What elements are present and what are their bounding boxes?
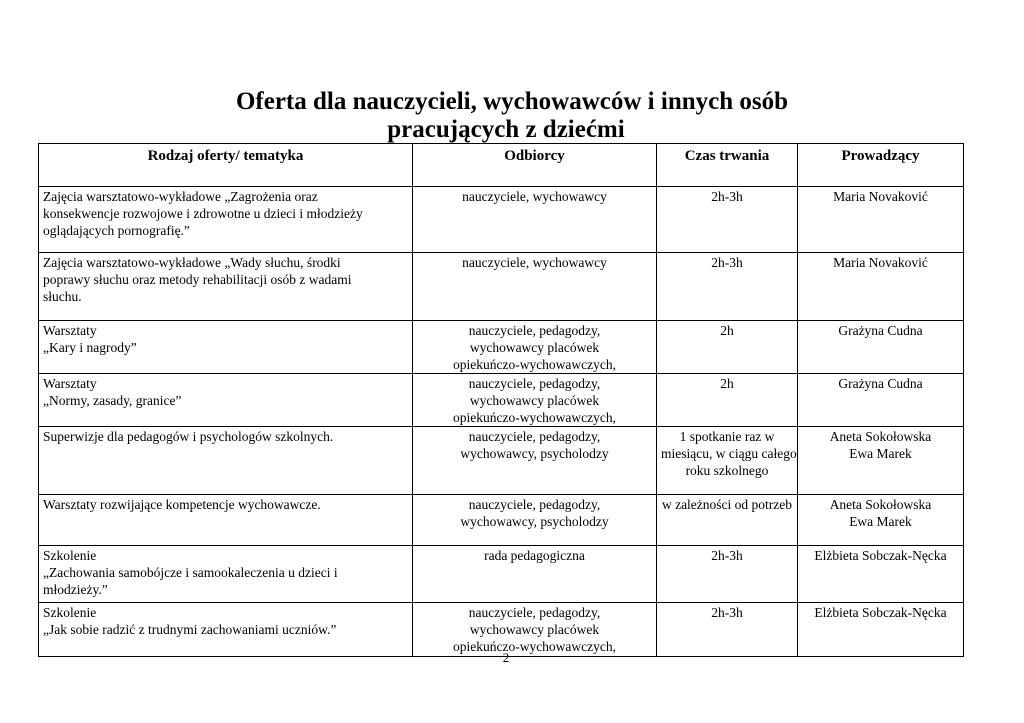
- cell-topic-line: konsekwencje rozwojowe i zdrowotne u dzieci i młodzieży: [43, 206, 363, 221]
- cell-duration-line: 1 spotkanie raz w: [679, 429, 775, 444]
- cell-duration: [657, 253, 798, 321]
- table-row: [39, 427, 964, 495]
- cell-audience-line: wychowawcy placówek: [469, 340, 600, 355]
- header-leader: Prowadzący: [798, 144, 964, 187]
- cell-leader: [798, 427, 964, 495]
- table-row: [39, 187, 964, 253]
- cell-duration-line: w zależności od potrzeb: [661, 497, 793, 512]
- cell-leader: [798, 321, 964, 374]
- cell-duration-line: 2h: [720, 323, 734, 338]
- cell-audience-line: wychowawcy placówek: [469, 393, 600, 408]
- cell-duration-line: 2h-3h: [711, 605, 743, 620]
- cell-topic-line: Warsztaty rozwijające kompetencje wychowawcze.: [43, 497, 321, 512]
- offer-table: [38, 143, 964, 657]
- cell-leader-line: Aneta Sokołowska: [829, 429, 932, 444]
- cell-duration: [657, 546, 798, 603]
- cell-leader: [798, 374, 964, 427]
- cell-duration: [657, 603, 798, 657]
- cell-topic-line: oglądających pornografię.”: [43, 223, 190, 238]
- cell-audience: [413, 187, 657, 253]
- cell-duration-line: 2h: [720, 376, 734, 391]
- cell-leader: [798, 546, 964, 603]
- page-number: 2: [502, 650, 510, 665]
- cell-duration: [657, 427, 798, 495]
- cell-topic-line: młodzieży.”: [43, 582, 108, 597]
- cell-topic: [39, 427, 413, 495]
- table-row: [39, 495, 964, 546]
- cell-audience-line: wychowawcy, psycholodzy: [460, 514, 609, 529]
- cell-leader-line: Maria Novaković: [833, 189, 928, 204]
- cell-duration: [657, 187, 798, 253]
- cell-topic-line: „Zachowania samobójcze i samookaleczenia u dzieci i: [43, 565, 338, 580]
- cell-topic-line: Superwizje dla pedagogów i psychologów szkolnych.: [43, 429, 334, 444]
- cell-audience-line: wychowawcy, psycholodzy: [460, 446, 609, 461]
- cell-topic: [39, 374, 413, 427]
- cell-topic-line: „Normy, zasady, granice”: [43, 393, 182, 408]
- cell-topic-line: Zajęcia warsztatowo-wykładowe „Zagrożenia oraz: [43, 189, 318, 204]
- cell-leader: [798, 603, 964, 657]
- cell-leader: [798, 187, 964, 253]
- cell-leader-line: Ewa Marek: [849, 446, 912, 461]
- cell-audience-line: nauczyciele, wychowawcy: [462, 189, 607, 204]
- header-audience: Odbiorcy: [413, 144, 657, 187]
- cell-duration-line: 2h-3h: [711, 548, 743, 563]
- cell-duration-line: 2h-3h: [711, 255, 743, 270]
- cell-audience: [413, 427, 657, 495]
- cell-topic: [39, 546, 413, 603]
- cell-audience-line: nauczyciele, pedagodzy,: [468, 497, 601, 512]
- cell-topic: [39, 253, 413, 321]
- table-body: [39, 187, 964, 657]
- cell-leader-line: Grażyna Cudna: [838, 376, 923, 391]
- cell-audience-line: opiekuńczo-wychowawczych,: [452, 410, 617, 425]
- table-row: [39, 603, 964, 657]
- cell-audience: [413, 321, 657, 374]
- cell-duration-line: 2h-3h: [711, 189, 743, 204]
- table-row: [39, 321, 964, 374]
- page-title-line-2: pracujących z dziećmi: [387, 116, 625, 143]
- cell-topic-line: „Kary i nagrody”: [43, 340, 137, 355]
- cell-topic: [39, 603, 413, 657]
- cell-duration: [657, 374, 798, 427]
- cell-audience-line: wychowawcy placówek: [469, 622, 600, 637]
- page-title-line-1: Oferta dla nauczycieli, wychowawców i innych osób: [235, 88, 789, 115]
- table-row: [39, 546, 964, 603]
- cell-leader-line: Grażyna Cudna: [838, 323, 923, 338]
- cell-audience-line: rada pedagogiczna: [484, 548, 585, 563]
- cell-leader: [798, 253, 964, 321]
- cell-topic: [39, 187, 413, 253]
- cell-topic-line: poprawy słuchu oraz metody rehabilitacji osób z wadami: [43, 272, 352, 287]
- cell-audience: [413, 495, 657, 546]
- cell-leader-line: Maria Novaković: [833, 255, 928, 270]
- cell-topic: [39, 495, 413, 546]
- cell-audience-line: nauczyciele, wychowawcy: [462, 255, 607, 270]
- cell-audience-line: nauczyciele, pedagodzy,: [468, 605, 601, 620]
- cell-topic-line: Szkolenie: [43, 605, 97, 620]
- cell-audience: [413, 374, 657, 427]
- cell-topic-line: Warsztaty: [43, 376, 97, 391]
- cell-audience: [413, 603, 657, 657]
- table-row: [39, 374, 964, 427]
- cell-audience-line: nauczyciele, pedagodzy,: [468, 323, 601, 338]
- cell-topic-line: Warsztaty: [43, 323, 97, 338]
- cell-audience-line: nauczyciele, pedagodzy,: [468, 429, 601, 444]
- table-row: [39, 253, 964, 321]
- cell-topic-line: Zajęcia warsztatowo-wykładowe „Wady słuchu, środki: [43, 255, 341, 270]
- cell-audience-line: opiekuńczo-wychowawczych,: [452, 639, 617, 654]
- cell-duration: [657, 321, 798, 374]
- cell-duration-line: miesiącu, w ciągu całego: [661, 446, 797, 461]
- cell-leader-line: Aneta Sokołowska: [829, 497, 932, 512]
- cell-leader: [798, 495, 964, 546]
- cell-topic-line: słuchu.: [43, 289, 82, 304]
- header-topic: Rodzaj oferty/ tematyka: [39, 144, 413, 187]
- cell-topic-line: Szkolenie: [43, 548, 97, 563]
- table-header-row: [39, 144, 964, 187]
- cell-audience: [413, 546, 657, 603]
- cell-leader-line: Elżbieta Sobczak-Nęcka: [814, 605, 947, 620]
- cell-leader-line: Ewa Marek: [849, 514, 912, 529]
- cell-audience: [413, 253, 657, 321]
- cell-topic: [39, 321, 413, 374]
- cell-duration: [657, 495, 798, 546]
- header-duration: Czas trwania: [657, 144, 798, 187]
- cell-topic-line: „Jak sobie radzić z trudnymi zachowaniami uczniów.”: [43, 622, 337, 637]
- cell-audience-line: nauczyciele, pedagodzy,: [468, 376, 601, 391]
- cell-duration-line: roku szkolnego: [685, 463, 769, 478]
- cell-audience-line: opiekuńczo-wychowawczych,: [452, 357, 617, 372]
- cell-leader-line: Elżbieta Sobczak-Nęcka: [814, 548, 947, 563]
